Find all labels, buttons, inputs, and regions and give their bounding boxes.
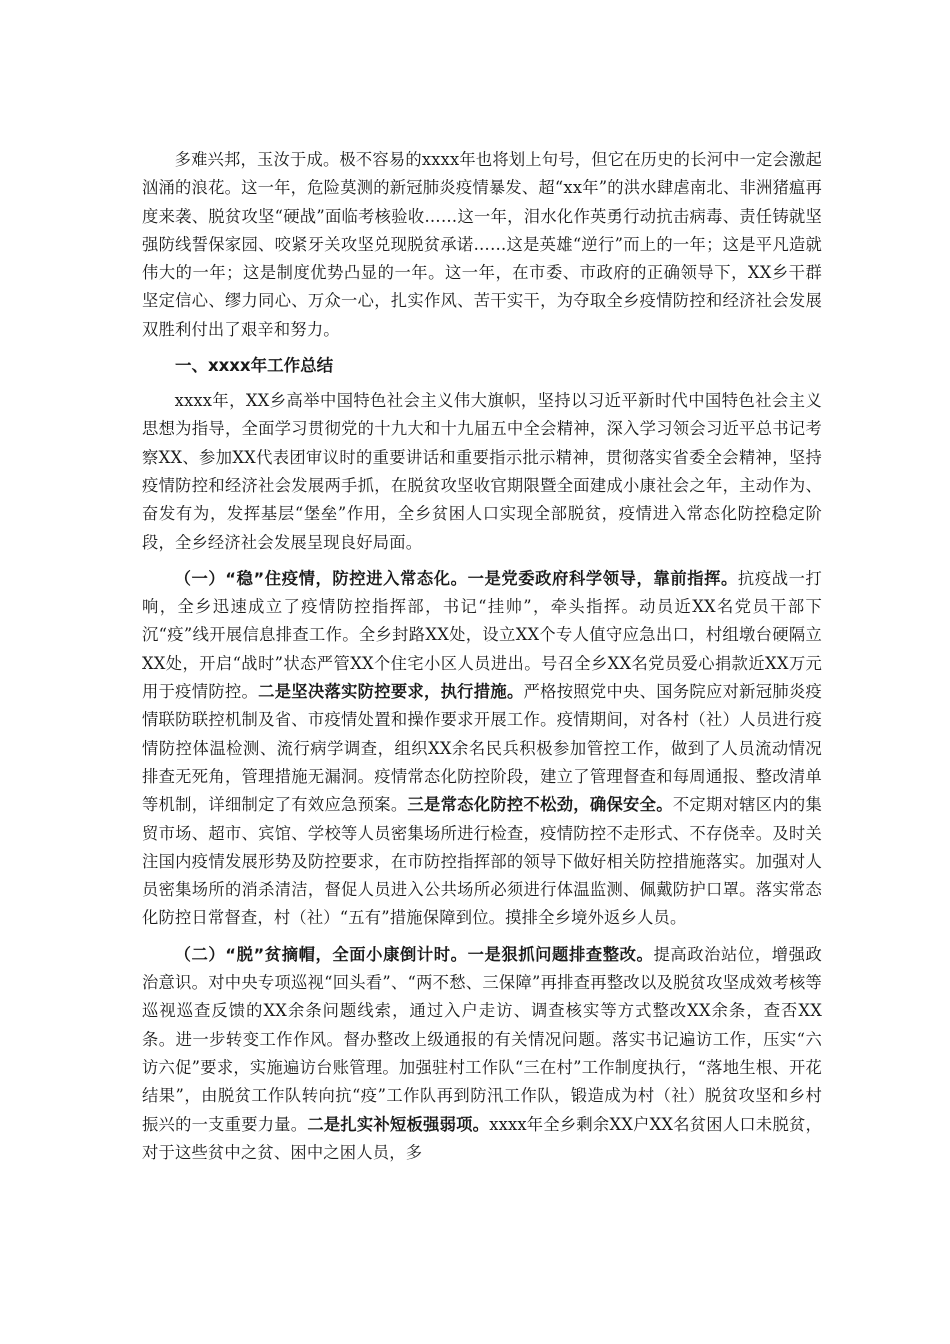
part2-point2-title: 二是扎实补短板强弱项。 — [307, 1114, 490, 1134]
part1-point2-text: 严格按照党中央、国务院应对新冠肺炎疫情联防联控机制及省、市疫情处置和操作要求开展工作。疫情期间，对各村（社）人员进行疫情防控体温检测、流行病学调查，组织XX余名民兵积极参加管控工作，做到了人员流动情况排查无死角，管理措施无漏洞。疫情常态化防控阶段，建立了管理督查和每周通报、整改清单等机制，详细制定了有效应急预案。 — [142, 682, 823, 815]
summary-paragraph: xxxx年，XX乡高举中国特色社会主义伟大旗帜，坚持以习近平新时代中国特色社会主义思想为指导，全面学习贯彻党的十九大和十九届五中全会精神，深入学习领会习近平总书记考察XX、参加XX代表团审议时的重要讲话和重要指示批示精神，贯彻落实省委全会精神，坚持疫情防控和经济社会发展两手抓，在脱贫攻坚收官期限暨全面建成小康社会之年，主动作为、奋发有为，发挥基层“堡垒”作用，全乡贫困人口实现全部脱贫，疫情进入常态化防控稳定阶段，全乡经济社会发展呈现良好局面。 — [142, 391, 822, 552]
part1-point3-title: 三是常态化防控不松劲，确保安全。 — [407, 795, 673, 815]
part1-point1-text: 抗疫战一打响，全乡迅速成立了疫情防控指挥部，书记“挂帅”，牵头指挥。动员近XX名党员干部下沉“疫”线开展信息排查工作。全乡封路XX处，设立XX个专人值守应急出口，村组墩台硬隔立XX处，开启“战时”状态严管XX个住宅小区人员进出。号召全乡XX名党员爱心捐款近XX万元用于疫情防控。 — [142, 568, 822, 702]
part1-point1-title: 一是党委政府科学领导，靠前指挥。 — [467, 568, 738, 588]
document-body — [142, 146, 822, 1167]
part2-paragraph — [142, 941, 822, 1167]
intro-paragraph: 多难兴邦，玉汝于成。极不容易的xxxx年也将划上句号，但它在历史的长河中一定会激起汹涌的浪花。这一年，危险莫测的新冠肺炎疫情暴发、超“xx年”的洪水肆虐南北、非洲猪瘟再度来袭、脱贫攻坚“硬战”面临考核验收……这一年，泪水化作英勇行动抗击病毒、责任铸就坚强防线誓保家园、咬紧牙关攻坚兑现脱贫承诺……这是英雄“逆行”而上的一年；这是平凡造就伟大的一年；这是制度优势凸显的一年。这一年，在市委、市政府的正确领导下，XX乡干群坚定信心、缪力同心、万众一心，扎实作风、苦干实干，为夺取全乡疫情防控和经济社会发展双胜利付出了艰辛和努力。 — [142, 150, 822, 339]
part1-paragraph — [142, 565, 822, 933]
part2-heading: （二）“脱”贫摘帽，全面小康倒计时。 — [174, 944, 468, 964]
section-heading: 一、xxxx年工作总结 — [175, 356, 334, 376]
part1-point2-title: 二是坚决落实防控要求，执行措施。 — [258, 682, 524, 702]
part2-point1-text: 提高政治站位，增强政治意识。对中央专项巡视“回头看”、“两不愁、三保障”再排查再整改以及脱贫攻坚成效考核等巡视巡查反馈的XX余条问题线索，通过入户走访、调查核实等方式整改XX余条，查否XX条。进一步转变工作作风。督办整改上级通报的有关情况问题。落实书记遍访工作，压实“六访六促”要求，实施遍访台账管理。加强驻村工作队“三在村”工作制度执行，“落地生根、开花结果”，由脱贫工作队转向抗“疫”工作队再到防汛工作队，锻造成为村（社）脱贫攻坚和乡村振兴的一支重要力量。 — [142, 944, 822, 1134]
part2-point1-title: 一是狠抓问题排查整改。 — [467, 944, 654, 964]
part1-heading: （一）“稳”住疫情，防控进入常态化。 — [174, 568, 468, 588]
part2-point2-text: xxxx年全乡剩余XX户XX名贫困人口未脱贫，对于这些贫中之贫、困中之困人员，多 — [142, 1114, 822, 1162]
part1-point3-text: 不定期对辖区内的集贸市场、超市、宾馆、学校等人员密集场所进行检查，疫情防控不走形式、不存侥幸。及时关注国内疫情发展形势及防控要求，在市防控指挥部的领导下做好相关防控措施落实。加强对人员密集场所的消杀清洁，督促人员进入公共场所必须进行体温监测、佩戴防护口罩。落实常态化防控日常督查，村（社）“五有”措施保障到位。摸排全乡境外返乡人员。 — [142, 795, 822, 928]
